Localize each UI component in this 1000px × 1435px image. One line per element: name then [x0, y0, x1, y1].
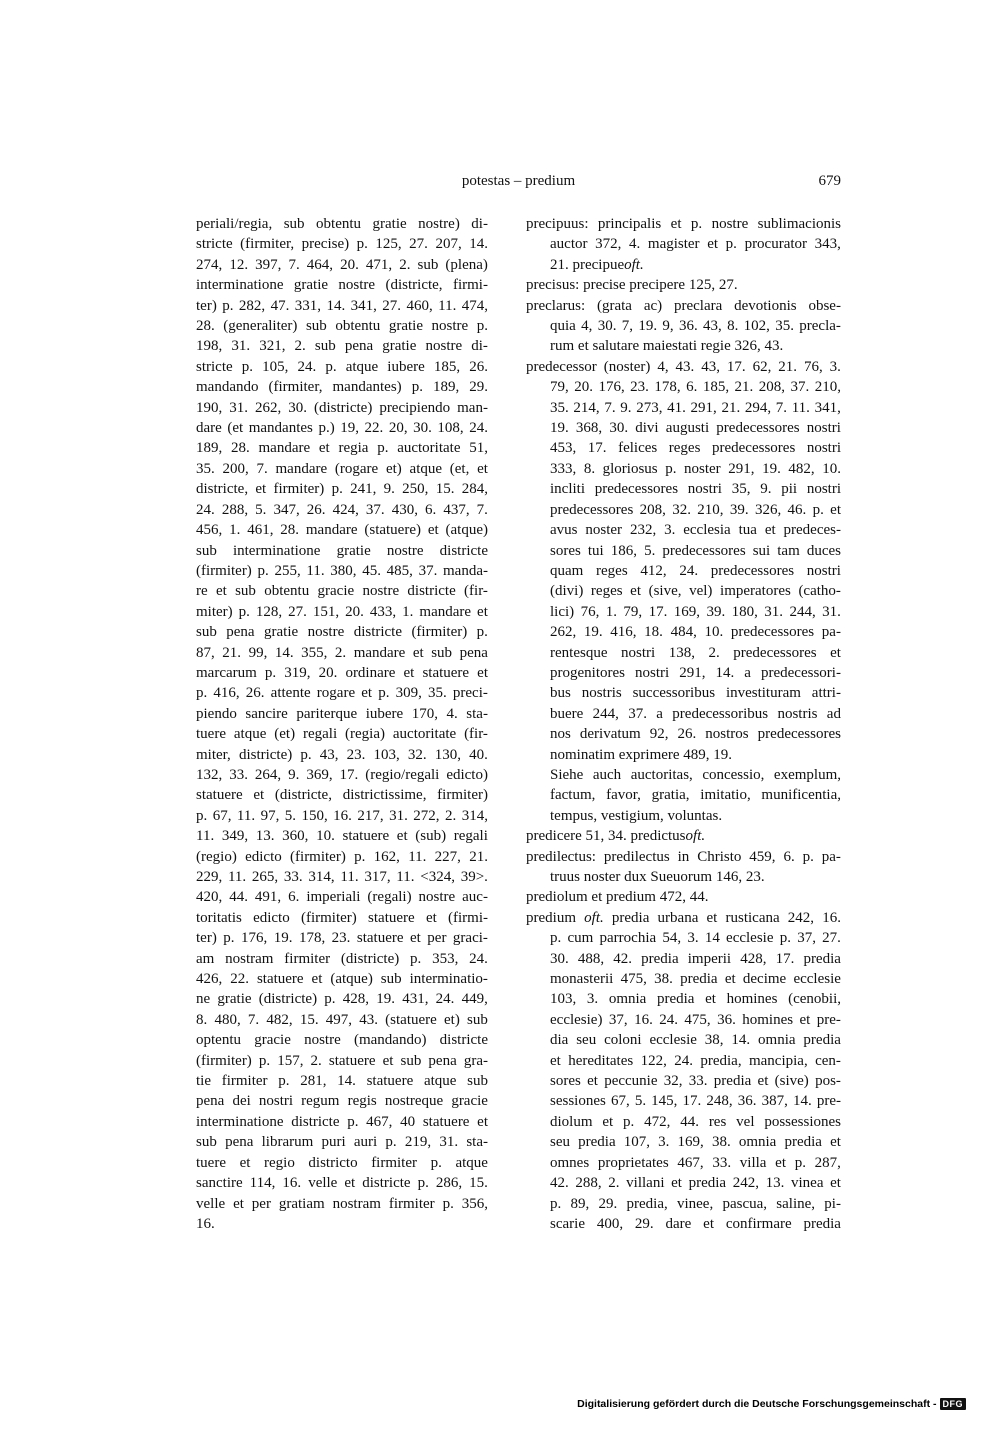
- text-line: sub pena librarum puri auri p. 219, 31. sta-: [196, 1134, 488, 1151]
- text-line: rum et salutare maiestati regie 326, 43.: [550, 338, 784, 355]
- text-line: buere 244, 37. a predecessoribus nostris ad: [550, 705, 841, 722]
- text-line: statuere et (districte, districtissime, firmiter): [196, 787, 488, 804]
- text-line: interminatione districte p. 467, 40 statuere et: [196, 1113, 488, 1130]
- text-line: (firmiter) p. 157, 2. statuere et sub pena gra-: [196, 1052, 488, 1069]
- text-line: 420, 44. 491, 6. imperiali (regali) nostre auc-: [196, 889, 488, 906]
- text-line: p. 416, 26. attente rogare et p. 309, 35. preci-: [196, 685, 488, 702]
- text-line: velle et per gratiam nostram firmiter p. 356,: [196, 1195, 488, 1212]
- text-line: 426, 22. statuere et (atque) sub interminatio-: [196, 971, 488, 988]
- text-line: nos derivatum 92, 26. nostros predecessores: [550, 726, 841, 743]
- text-line: stricte p. 105, 24. p. atque iubere 185, 26.: [196, 358, 488, 375]
- text-line: pena dei nostri regum regis nostreque gracie: [196, 1093, 488, 1110]
- page-title: potestas – predium: [461, 173, 576, 189]
- text-line: prediolum et predium 472, 44.: [526, 889, 709, 906]
- text-line: omnes proprietates 467, 33. villa et p. 287,: [550, 1154, 841, 1171]
- text-line: quia 4, 30. 7, 19. 9, 36. 43, 8. 102, 35. precla-: [550, 318, 841, 335]
- text-line: seu predia 107, 3. 169, 38. omnia predia et: [550, 1134, 841, 1151]
- text-line: ter) p. 176, 19. 178, 23. statuere et per graci-: [196, 930, 488, 947]
- text-line: ecclesie) 37, 16. 24. 475, 36. homines et pre-: [550, 1011, 841, 1028]
- text-line: 79, 20. 176, 23. 178, 6. 185, 21. 208, 37. 210,: [550, 379, 841, 396]
- text-line: 21. precipue oft.: [550, 256, 644, 273]
- text-line: 274, 12. 397, 7. 464, 20. 471, 2. sub (plena): [196, 256, 488, 273]
- text-line: 42. 288, 2. villani et predia 242, 13. vinea et: [550, 1175, 841, 1192]
- footer-text: Digitalisierung gefördert durch die Deutsche Forschungsgemeinschaft -: [577, 1398, 937, 1410]
- text-line: 87, 21. 99, 14. 355, 2. mandare et sub pena: [196, 644, 488, 661]
- text-line: 198, 31. 321, 2. sub pena gratie nostre di-: [196, 338, 488, 355]
- text-line: bus nostris successoribus investituram attri-: [550, 685, 841, 702]
- text-line: 19. 368, 30. divi augusti predecessores nostri: [550, 420, 841, 437]
- text-line: (firmiter) p. 255, 11. 380, 45. 485, 37. manda-: [196, 562, 488, 579]
- text-line: miter, districte) p. 43, 23. 103, 32. 130, 40.: [196, 746, 488, 763]
- text-line: 35. 200, 7. mandare (rogare et) atque (et, et: [196, 460, 488, 477]
- text-line: re et sub obtentu gracie nostre districte (fir-: [196, 583, 488, 600]
- text-line: sores et peccunie 32, 33. predia et (sive) pos-: [550, 1073, 841, 1090]
- text-line: ne gratie (districte) p. 428, 19. 431, 24. 449,: [196, 991, 488, 1008]
- text-line: 453, 17. felices reges predecessores nostri: [550, 440, 841, 457]
- text-line: tempus, vestigium, voluntas.: [550, 807, 723, 824]
- text-line: 35. 214, 7. 9. 273, 41. 291, 21. 294, 7. 11. 341,: [550, 399, 841, 416]
- text-line: scarie 400, 29. dare et confirmare predia: [550, 1215, 841, 1232]
- text-line: (divi) reges et (sive, vel) imperatores (catho-: [550, 583, 841, 600]
- text-line: diolum et p. 472, 44. res vel possessiones: [550, 1113, 841, 1130]
- text-line: sub pena gratie nostre districte (firmiter) p.: [196, 624, 488, 641]
- text-line: (regio) edicto (firmiter) p. 162, 11. 227, 21.: [196, 848, 488, 865]
- left-column: [196, 214, 488, 1234]
- text-line: tie firmiter p. 281, 14. statuere atque sub: [196, 1073, 488, 1090]
- text-line: 28. (generaliter) sub obtentu gratie nostre p.: [196, 318, 488, 335]
- text-line: 11. 349, 13. 360, 10. statuere et (sub) regali: [196, 828, 488, 845]
- text-line: Siehe auch auctoritas, concessio, exemplum,: [550, 766, 841, 783]
- text-line: miter) p. 128, 27. 151, 20. 433, 1. mandare et: [196, 603, 488, 620]
- text-line: dia seu coloni ecclesie 38, 14. omnia predia: [550, 1032, 841, 1049]
- text-line: periali/regia, sub obtentu gratie nostre) di-: [196, 216, 488, 232]
- text-line: monasterii 475, 38. predia et decime ecclesie: [550, 971, 841, 988]
- text-line: 229, 11. 265, 33. 314, 11. 317, 11. <324, 39>.: [196, 869, 488, 885]
- text-line: tuere atque (et) regali (regia) auctoritate (fir-: [196, 726, 488, 743]
- text-line: predicere 51, 34. predictus oft.: [526, 828, 706, 845]
- text-line: et hereditates 122, 24. predia, mancipia, cen-: [550, 1052, 841, 1069]
- text-line: interminatione gratie nostre (districte, firmi-: [196, 277, 488, 294]
- text-line: quam reges 412, 24. predecessores nostri: [550, 562, 841, 579]
- text-line: dare (et mandantes p.) 19, 22. 20, 30. 108, 24.: [196, 420, 488, 437]
- text-line: sores tui 186, 5. predecessores sui tam duces: [550, 542, 841, 559]
- text-line: lici) 76, 1. 79, 17. 169, 39. 180, 31. 244, 31.: [550, 603, 841, 620]
- text-line: truus noster dux Sueuorum 146, 23.: [550, 869, 765, 885]
- text-line: ter) p. 282, 47. 331, 14. 341, 27. 460, 11. 474,: [196, 297, 488, 314]
- text-line: p. cum parrochia 54, 3. 14 ecclesie p. 37, 27.: [550, 930, 841, 947]
- text-line: predilectus: predilectus in Christo 459, 6. p. pa-: [526, 848, 841, 865]
- text-line: precisus: precise precipere 125, 27.: [526, 277, 738, 294]
- text-line: districte, et firmiter) p. 241, 9. 250, 15. 284,: [196, 481, 488, 498]
- text-line: avus noster 232, 3. ecclesia tua et predeces-: [550, 522, 841, 539]
- text-line: precipuus: principalis et p. nostre sublimacionis: [526, 216, 841, 232]
- dfg-logo: DFG: [940, 1398, 967, 1410]
- text-line: tuere et regio districto firmiter p. atque: [196, 1154, 488, 1171]
- text-line: predecessor (noster) 4, 43. 43, 17. 62, 21. 76, 3.: [526, 358, 841, 375]
- text-line: progenitores nostri 291, 14. a predecessori-: [550, 664, 841, 681]
- running-head: [196, 173, 841, 195]
- text-line: p. 67, 11. 97, 5. 150, 16. 217, 31. 272, 2. 314,: [196, 807, 488, 824]
- text-line: 262, 19. 416, 18. 484, 10. predecessores pa-: [550, 624, 841, 641]
- text-line: 103, 3. omnia predia et homines (cenobii,: [550, 991, 841, 1008]
- text-line: 132, 33. 264, 9. 369, 17. (regio/regali edicto): [196, 766, 488, 783]
- page-number: 679: [818, 173, 841, 189]
- text-line: nominatim exprimere 489, 19.: [550, 746, 733, 763]
- text-line: 190, 31. 262, 30. (districte) precipiendo man-: [196, 399, 488, 416]
- text-line: 8. 480, 7. 482, 15. 497, 43. (statuere et) sub: [196, 1011, 488, 1028]
- text-line: mandando (firmiter, mandantes) p. 189, 29.: [196, 379, 488, 396]
- text-line: rentesque nostri 138, 2. predecessores et: [550, 644, 841, 661]
- text-line: marcarum p. 319, 20. ordinare et statuere et: [196, 664, 488, 681]
- right-column: [526, 214, 841, 1234]
- text-line: sanctire 114, 16. velle et districte p. 286, 15.: [196, 1175, 488, 1192]
- text-line: incliti predecessores nostri 35, 9. pii nostri: [550, 481, 841, 498]
- text-line: piendo sancire pariterque iubere 170, 4. sta-: [196, 705, 488, 722]
- text-line: stricte (firmiter, precise) p. 125, 27. 207, 14.: [196, 236, 488, 253]
- text-line: toritatis edicto (firmiter) statuere et (firmi-: [196, 909, 488, 926]
- text-line: predium oft. predia urbana et rusticana 242, 16.: [526, 909, 841, 926]
- text-line: am nostram firmiter (districte) p. 353, 24.: [196, 950, 488, 967]
- text-line: 16.: [196, 1215, 215, 1232]
- text-line: 24. 288, 5. 347, 26. 424, 37. 430, 6. 437, 7.: [196, 501, 488, 518]
- text-line: predecessores 208, 32. 210, 39. 326, 46. p. et: [550, 501, 841, 518]
- footer-credit: [577, 1398, 966, 1410]
- text-line: 30. 488, 42. predia imperii 428, 17. predia: [550, 950, 841, 967]
- text-line: optentu gracie nostre (mandando) districte: [196, 1032, 488, 1049]
- text-line: p. 89, 29. predia, vinee, pascua, saline, pi-: [550, 1195, 841, 1212]
- text-line: 456, 1. 461, 28. mandare (statuere) et (atque): [196, 522, 488, 539]
- text-line: 333, 8. gloriosus p. noster 291, 19. 482, 10.: [550, 460, 841, 477]
- text-line: preclarus: (grata ac) preclara devotionis obse-: [526, 297, 841, 314]
- text-line: auctor 372, 4. magister et p. procurator 343,: [550, 236, 841, 253]
- text-line: sessiones 67, 5. 145, 17. 248, 36. 387, 14. pre-: [550, 1093, 841, 1110]
- text-line: factum, favor, gratia, imitatio, munificentia,: [550, 787, 841, 804]
- text-line: sub interminatione gratie nostre districte: [196, 542, 488, 559]
- text-line: 189, 28. mandare et regia p. auctoritate 51,: [196, 440, 488, 457]
